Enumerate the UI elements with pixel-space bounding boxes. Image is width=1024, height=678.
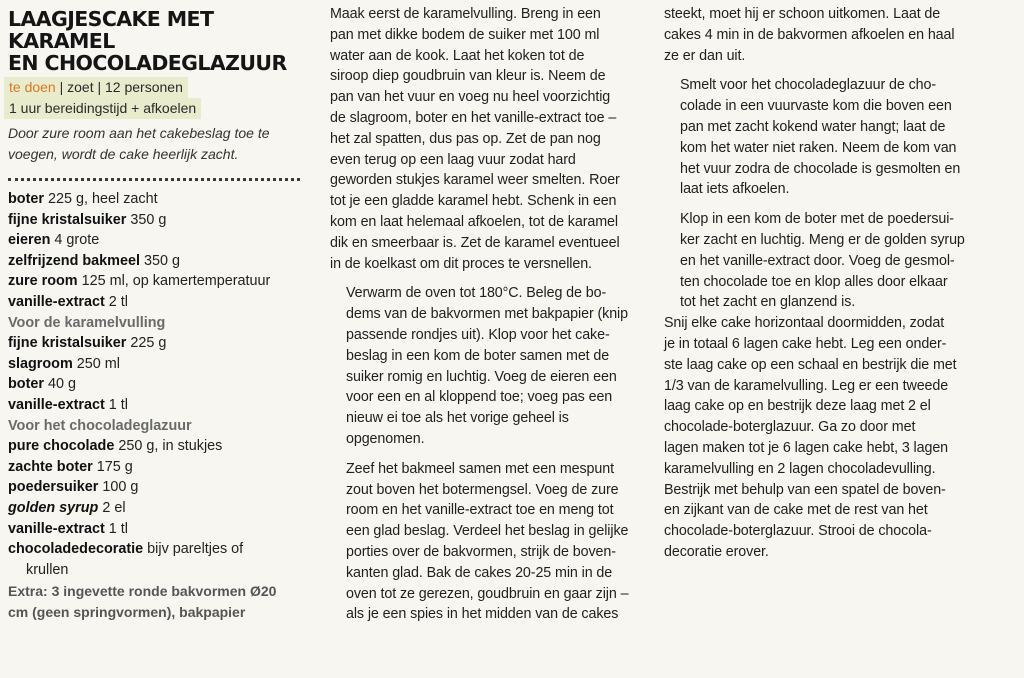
ingredients-column [8,0,300,623]
text-line: ker zacht en luchtig. Meng er de golden syrup [680,231,965,248]
text-line: tot je een gladde karamel hebt. Schenk in een [330,193,617,210]
ingredient-amount: 175 g [92,458,133,475]
instructions-column-2 [664,0,1000,563]
instruction-paragraph [664,313,1000,563]
recipe-title [8,8,300,74]
text-line: je in totaal 6 lagen cake hebt. Leg een onder- [664,335,947,352]
ingredient-name: zelfrijzend bakmeel [8,252,140,269]
extra-equipment [8,581,300,623]
ingredient-item [8,436,300,457]
text-line: ste laag cake op een schaal en bestrijk die met [664,356,957,373]
instruction-paragraph [664,4,1000,66]
text-line: kom het water niet raken. Neem de kom van [680,139,957,156]
text-line: kanten glad. Bak de cakes 20-25 min in de [346,564,613,581]
text-line: tot het zacht en glanzend is. [680,294,856,311]
title-line-1: LAAGJESCAKE MET KARAMEL [8,7,214,53]
ingredient-name: zachte boter [8,458,93,475]
text-line: nieuw ei toe als het vorige geheel is [346,410,569,427]
ingredient-name: pure chocolade [8,438,115,455]
ingredient-item [8,560,300,581]
text-line: laat iets afkoelen. [680,181,790,198]
ingredient-name: slagroom [8,355,73,372]
text-line: suiker romig en luchtig. Voeg de eieren een [346,368,617,385]
ingredient-item [8,395,300,416]
ingredient-section-heading: Voor de karamelvulling [8,314,166,331]
meta-category-servings: | zoet | 12 personen [55,79,183,95]
title-line-2: EN CHOCOLADEGLAZUUR [8,51,287,75]
ingredient-section-heading: Voor het chocoladeglazuur [8,417,192,434]
ingredient-item [8,251,300,272]
text-line: colade in een vuurvaste kom die boven een [680,98,952,115]
meta-time: 1 uur bereidingstijd + afkoelen [4,98,201,119]
ingredient-item [8,333,300,354]
text-line: chocolade-boterglazuur. Ga zo door met [664,419,916,436]
ingredient-name: vanille-extract [8,396,105,413]
extra-line-1: Extra: 3 ingevette ronde bakvormen Ø20 [8,583,277,600]
text-line: steekt, moet hij er schoon uitkomen. Laat de [664,6,941,22]
text-line: karamelvulling en 2 lagen chocoladevulling. [664,460,936,477]
ingredient-amount: 1 tl [104,520,128,537]
ingredient-amount: 1 tl [104,396,128,413]
text-line: pan met dikke bodem de suiker met 100 ml [330,26,600,43]
text-line: het vuur zodra de chocolade is gesmolten en [680,160,961,177]
text-line: ten chocolade toe en klop alles door elkaar [680,273,948,290]
text-line: Maak eerst de karamelvulling. Breng in een [330,6,601,22]
text-line: porties over de bakvormen, strijk de boven- [346,543,616,560]
text-line: Verwarm de oven tot 180°C. Beleg de bo- [346,285,607,302]
ingredient-item [8,539,300,560]
text-line: voor een en al kloppend toe; voeg pas een [346,389,613,406]
ingredient-item [8,519,300,540]
ingredient-item [8,210,300,231]
ingredient-amount: 4 grote [50,232,100,249]
ingredient-item [8,189,300,210]
ingredient-item [8,271,300,292]
text-line: een glad beslag. Verdeel het beslag in gelijke [346,523,629,540]
ingredient-item [8,457,300,478]
ingredient-amount: 225 g [126,335,167,352]
instruction-paragraph [664,75,1000,200]
ingredient-name: eieren [8,232,51,249]
recipe-intro [8,123,300,164]
text-line: de slagroom, boter en het vanille-extract toe – [330,109,617,126]
ingredient-name: chocoladedecoratie [8,541,144,558]
text-line: chocolade-boterglazuur. Strooi de chocola- [664,523,932,540]
text-line: pan van het vuur en voeg nu heel voorzichtig [330,89,611,106]
ingredient-name: boter [8,376,44,393]
extra-line-2: cm (geen springvormen), bakpapier [8,604,246,621]
ingredient-name: golden syrup [8,499,99,516]
ingredient-item [8,374,300,395]
difficulty-tag: te doen [9,79,56,95]
instruction-paragraph [330,283,648,449]
text-line: even terug op een laag vuur zodat hard [330,151,576,168]
meta-line-1 [4,77,188,98]
intro-line-1: Door zure room aan het cakebeslag toe te [8,125,270,141]
ingredient-item [8,498,300,519]
ingredient-name: fijne kristalsuiker [8,211,127,228]
ingredient-amount: 250 ml [72,355,120,372]
intro-line-2: voegen, wordt de cake heerlijk zacht. [8,145,239,162]
ingredient-item [8,354,300,375]
ingredient-amount: 40 g [43,376,76,393]
text-line: lagen maken tot je 6 lagen cake hebt, 3 lagen [664,439,949,456]
ingredient-amount: krullen [26,561,69,578]
text-line: Bestrijk met behulp van een spatel de boven- [664,481,946,498]
text-line: geworden stukjes karamel weer smelten. Roer [330,172,620,189]
ingredient-amount: bijv pareltjes of [143,541,244,558]
text-line: siroop diep goudbruin van kleur is. Neem de [330,68,606,85]
ingredient-amount: 2 el [98,499,126,516]
ingredient-item [8,230,300,251]
ingredient-name: vanille-extract [8,520,105,537]
text-line: dik en smeerbaar is. Zet de karamel eventueel [330,234,620,251]
ingredient-amount: 100 g [98,479,139,496]
ingredient-item [8,292,300,313]
ingredient-amount: 350 g [139,252,180,269]
text-line: water aan de kook. Laat het koken tot de [330,47,585,64]
ingredient-name: boter [8,191,44,207]
instruction-paragraph [330,4,648,274]
text-line: kom en laat helemaal afkoelen, tot de karamel [330,213,618,230]
ingredient-amount: 2 tl [104,293,128,310]
text-line: Smelt voor het chocoladeglazuur de cho- [680,77,936,94]
instructions-column-1 [330,0,648,625]
text-line: passende rondjes uit). Klop voor het cake- [346,326,610,343]
text-line: Klop in een kom de boter met de poedersui- [680,211,954,228]
ingredient-name: fijne kristalsuiker [8,335,127,352]
text-line: in de koelkast om dit proces te versnellen. [330,255,592,272]
ingredient-amount: 350 g [126,211,167,228]
text-line: room en het vanille-extract toe en meng tot [346,502,614,519]
text-line: en het vanille-extract door. Voeg de gesmol- [680,252,955,269]
text-line: cakes 4 min in de bakvormen afkoelen en haal [664,26,955,43]
text-line: dems van de bakvormen met bakpapier (knip [346,306,628,323]
text-line: Snij elke cake horizontaal doormidden, zodat [664,315,945,332]
text-line: en zijkant van de cake met de rest van het [664,502,928,519]
ingredient-amount: 125 ml, op kamertemperatuur [77,273,271,290]
ingredient-list [8,189,300,580]
ingredient-name: poedersuiker [8,479,99,496]
text-line: decoratie erover. [664,543,769,560]
text-line: Zeef het bakmeel samen met een mespunt [346,460,614,477]
instruction-paragraph [330,459,648,625]
text-line: oven tot ze gerezen, goudbruin en gaar zijn – [346,585,629,602]
text-line: opgenomen. [346,430,425,447]
dotted-divider [8,177,300,181]
ingredient-item [8,477,300,498]
text-line: 1/3 van de karamelvulling. Leg er een tweede [664,377,949,394]
ingredient-amount: 250 g, in stukjes [114,438,223,455]
recipe-meta [8,77,300,119]
text-line: laag cake op en bestrijk deze laag met 2 el [664,398,931,415]
instruction-paragraph [664,209,1000,313]
text-line: zout boven het botermengsel. Voeg de zure [346,481,619,498]
text-line: beslag in een kom de boter samen met de [346,347,610,364]
text-line: pan met zacht kokend water hangt; laat de [680,118,946,135]
ingredient-amount: 225 g, heel zacht [43,191,158,207]
ingredient-name: vanille-extract [8,293,105,310]
text-line: ze er dan uit. [664,47,746,64]
text-line: als je een spies in het midden van de cakes [346,606,619,623]
text-line: het zal spatten, dus pas op. Zet de pan nog [330,130,601,147]
ingredient-name: zure room [8,273,78,290]
